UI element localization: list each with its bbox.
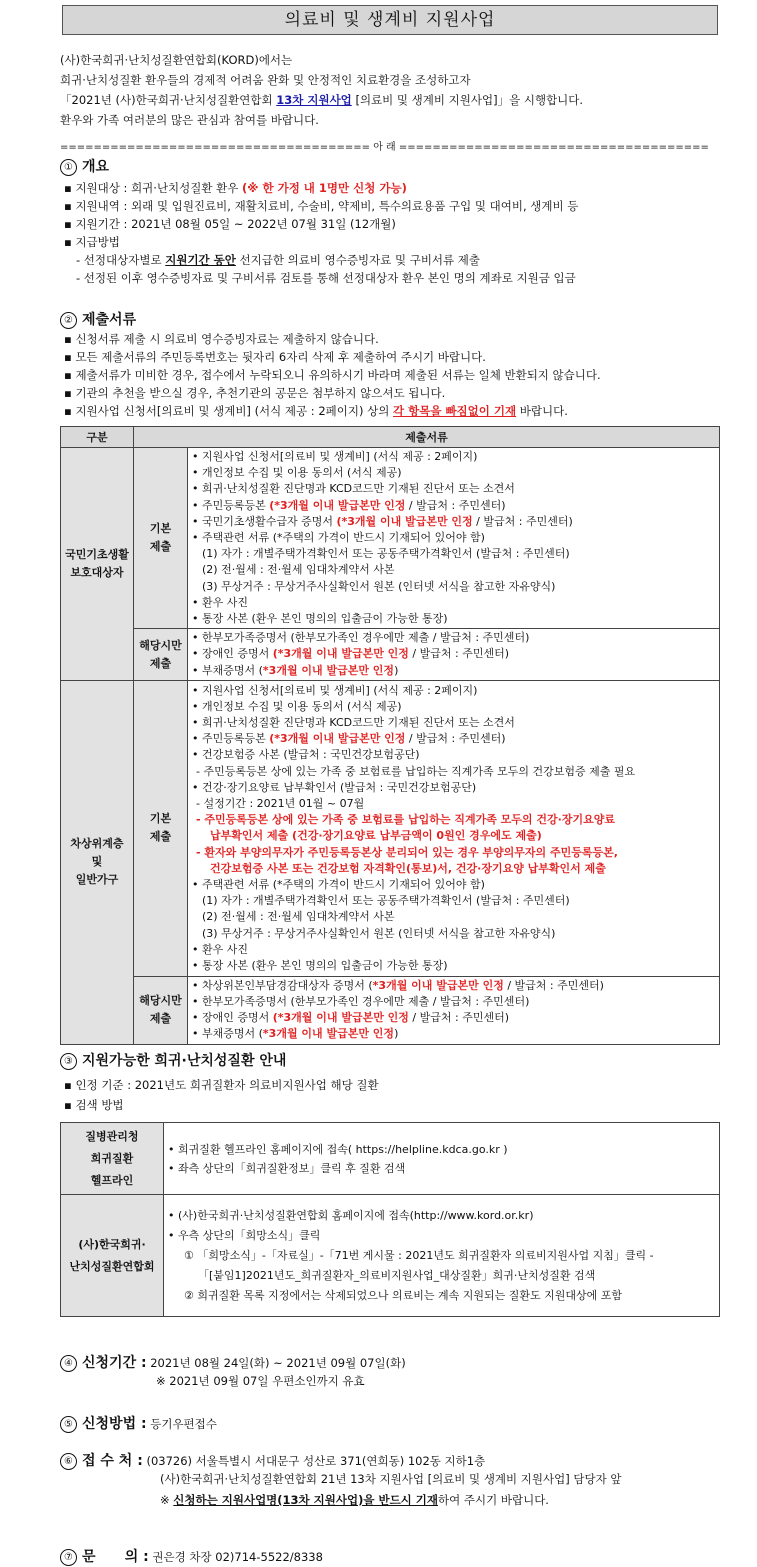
list-item: (2) 전·월세 : 전·월세 임대차계약서 사본: [202, 910, 395, 924]
item-text: / 발급처 : 주민센터): [503, 978, 604, 992]
list-item: [192, 1026, 715, 1042]
s2-b5-start: ▪ 지원사업 신청서[의료비 및 생계비] (서식 제공 : 2페이지) 상의: [64, 404, 393, 418]
list-item: (1) 자가 : 개별주택가격확인서 또는 공동주택가격확인서 (발급처 : 주민센터): [202, 547, 570, 561]
item-text: • 국민기초생활수급자 증명서: [192, 514, 337, 528]
section-2-heading: [60, 309, 136, 329]
conditional-label: 해당시만 제출: [134, 976, 188, 1044]
s1-method-1: [76, 252, 480, 268]
s3-bullet-1: ▪ 인정 기준 : 2021년도 희귀질환자 의료비지원사업 해당 질환: [64, 1078, 379, 1092]
item-text: ): [394, 1027, 399, 1041]
list-item: (2) 전·월세 : 전·월세 임대차계약서 사본: [202, 563, 395, 577]
s1-method-2: - 선정된 이후 영수증빙자료 및 구비서류 검토를 통해 선정대상자 환우 본인 명의 계좌로 지원금 입금: [76, 271, 576, 285]
group-basic-livelihood: 국민기초생활 보호대상자: [61, 448, 134, 681]
list-item: • 통장 사본 (환우 본인 명의의 입출금이 가능한 통장): [192, 612, 448, 626]
kord-label: (사)한국희귀· 난치성질환연합회: [61, 1195, 164, 1317]
section-2-number: ②: [60, 312, 77, 329]
list-item: • 좌측 상단의「희귀질환정보」클릭 후 질환 검색: [168, 1161, 406, 1175]
s1-m1-end: 선지급한 의료비 영수증빙자료 및 구비서류 제출: [235, 253, 481, 267]
section-4-label: 신청기간 :: [82, 1355, 147, 1371]
table-row: [61, 1195, 720, 1317]
item-note: *3개월 이내 발급본만 인정: [262, 1027, 395, 1041]
list-item: • 우측 상단의「희망소식」클릭: [168, 1228, 321, 1242]
list-item: - 환자와 부양의무자가 주민등록등본상 분리되어 있는 경우 부양의무자의 주민등록등본,: [196, 845, 618, 859]
item-note: *3개월 이내 발급본만 인정: [262, 663, 395, 677]
item-note: (*3개월 이내 발급본만 인정: [269, 732, 406, 746]
section-1-number: ①: [60, 159, 77, 176]
list-item: • 지원사업 신청서[의료비 및 생계비] (서식 제공 : 2페이지): [192, 683, 478, 697]
application-method: 등기우편접수: [150, 1417, 217, 1431]
s2-b5-emph: 각 항목을 빠짐없이 기재: [393, 404, 517, 418]
page-title: 의료비 및 생계비 지원사업: [62, 5, 718, 35]
list-item: • 주택관련 서류 (*주택의 가격이 반드시 기재되어 있어야 함): [192, 877, 485, 891]
table-header-row: [61, 427, 720, 448]
s2-b5-end: 바랍니다.: [516, 404, 568, 418]
list-item: 「[붙임1]2021년도_희귀질환자_의료비지원사업_대상질환」희귀·난치성질환 검색: [198, 1268, 596, 1282]
item-text: • 주민등록등본: [192, 732, 270, 746]
recipient: (사)한국희귀·난치성질환연합회 21년 13차 지원사업 [의료비 및 생계비 지원사업] 담당자 앞: [160, 1472, 622, 1486]
s1-target: [64, 180, 407, 196]
section-6: [60, 1450, 485, 1470]
intro-line-3-start: 「2021년 (사)한국희귀·난치성질환연합회: [60, 93, 277, 107]
item-note: (*3개월 이내 발급본만 인정: [272, 1011, 409, 1025]
item-note: (*3개월 이내 발급본만 인정: [269, 498, 406, 512]
note-end: 하여 주시기 바랍니다.: [438, 1493, 549, 1507]
header-category: 구분: [61, 427, 134, 448]
list-item: ② 희귀질환 목록 지정에서는 삭제되었으나 의료비는 계속 지원되는 질환도 지원대상에 포함: [184, 1288, 622, 1302]
list-item: 납부확인서 제출 (건강·장기요양료 납부금액이 0원인 경우에도 제출): [210, 829, 542, 843]
g1-basic-items: [188, 448, 720, 629]
list-item: • 개인정보 수집 및 이용 동의서 (서식 제공): [192, 466, 402, 480]
s2-bullet-3: ▪ 제출서류가 미비한 경우, 접수에서 누락되오니 유의하시기 바라며 제출된 서류는 일체 반환되지 않습니다.: [64, 368, 601, 382]
list-item: • 환우 사진: [192, 942, 248, 956]
helpline-steps: [164, 1123, 720, 1195]
list-item: (3) 무상거주 : 무상거주사실확인서 원본 (인터넷 서식을 참고한 자유양식): [202, 579, 556, 593]
section-1-title: 개요: [82, 159, 110, 175]
section-7-number: ⑦: [60, 1549, 77, 1566]
section-4-number: ④: [60, 1355, 77, 1372]
item-text: / 발급처 : 주민센터): [472, 514, 573, 528]
intro-line-1: (사)한국희귀·난치성질환연합회(KORD)에서는: [60, 53, 293, 67]
item-text: • 차상위본인부담경감대상자 증명서 (: [192, 978, 373, 992]
section-5: [60, 1413, 217, 1433]
s2-bullet-4: ▪ 기관의 추천을 받으실 경우, 추천기관의 공문은 첨부하지 않으셔도 됩니다.: [64, 386, 446, 400]
note-emph: 신청하는 지원사업명(13차 지원사업)을 반드시 기재: [173, 1493, 439, 1507]
table-row: [61, 629, 720, 681]
g1-cond-items: [188, 629, 720, 681]
list-item: • 희귀질환 헬프라인 홈페이지에 접속( https://helpline.kdca.go.kr ): [168, 1142, 508, 1156]
table-row: [61, 448, 720, 629]
list-item: • 건강보험증 사본 (발급처 : 국민건강보험공단): [192, 748, 420, 762]
section-5-label: 신청방법 :: [82, 1416, 147, 1432]
application-period-note: ※ 2021년 09월 07일 우편소인까지 유효: [156, 1374, 365, 1388]
table-row: [61, 680, 720, 976]
s1-m1-emph: 지원기간 동안: [165, 253, 236, 267]
list-item: • 지원사업 신청서[의료비 및 생계비] (서식 제공 : 2페이지): [192, 450, 478, 463]
list-item: (3) 무상거주 : 무상거주사실확인서 원본 (인터넷 서식을 참고한 자유양식): [202, 926, 556, 940]
s2-bullet-5: [64, 403, 568, 419]
section-5-number: ⑤: [60, 1416, 77, 1433]
kord-steps: [164, 1195, 720, 1317]
conditional-label: 해당시만 제출: [134, 629, 188, 681]
list-item: 건강보험증 사본 또는 건강보험 자격확인(통보)서, 건강·장기요양 납부확인서 제출: [210, 861, 606, 875]
contact: 권은경 차장 02)714-5522/8338: [152, 1550, 323, 1564]
list-item: • 통장 사본 (환우 본인 명의의 입출금이 가능한 통장): [192, 958, 448, 972]
intro-line-3-end: [의료비 및 생계비 지원사업]」을 시행합니다.: [351, 93, 584, 107]
address: (03726) 서울특별시 서대문구 성산로 371(연희동) 102동 지하1층: [146, 1454, 486, 1468]
item-text: / 발급처 : 주민센터): [408, 1011, 509, 1025]
submission-note: [160, 1492, 549, 1508]
s1-content: ▪ 지원내역 : 외래 및 입원진료비, 재활치료비, 수술비, 약제비, 특수의료용품 구입 및 대여비, 생계비 등: [64, 199, 579, 213]
list-item: • 개인정보 수집 및 이용 동의서 (서식 제공): [192, 699, 402, 713]
item-text: ): [394, 663, 399, 677]
section-1-heading: [60, 156, 109, 176]
helpline-label: 질병관리청 희귀질환 헬프라인: [61, 1123, 164, 1195]
list-item: ① 「희망소식」-「자료실」-「71번 게시물 : 2021년도 희귀질환자 의료비지원사업 지침」클릭 -: [184, 1248, 654, 1262]
g2-basic-items: [188, 680, 720, 976]
list-item: [192, 978, 715, 994]
section-3-number: ③: [60, 1053, 77, 1070]
list-item: • 희귀·난치성질환 진단명과 KCD코드만 기재된 진단서 또는 소견서: [192, 715, 515, 729]
section-3-heading: [60, 1050, 286, 1070]
section-6-label: 접 수 처 :: [82, 1453, 143, 1469]
basic-label: 기본 제출: [134, 680, 188, 976]
s1-method: ▪ 지급방법: [64, 235, 120, 249]
item-note: (*3개월 이내 발급본만 인정: [272, 647, 409, 661]
list-item: • 한부모가족증명서 (한부모가족인 경우에만 제출 / 발급처 : 주민센터): [192, 995, 530, 1009]
basic-label: 기본 제출: [134, 448, 188, 629]
list-item: • 한부모가족증명서 (한부모가족인 경우에만 제출 / 발급처 : 주민센터): [192, 631, 530, 645]
item-text: / 발급처 : 주민센터): [405, 498, 506, 512]
list-item: - 설정기간 : 2021년 01월 ~ 07월: [196, 796, 365, 810]
section-4: [60, 1352, 406, 1372]
item-text: • 장애인 증명서: [192, 647, 273, 661]
item-text: • 부채증명서 (: [192, 663, 263, 677]
item-text: / 발급처 : 주민센터): [405, 732, 506, 746]
s1-period: ▪ 지원기간 : 2021년 08월 05일 ~ 2022년 07월 31일 (12개월): [64, 217, 396, 231]
group-near-poverty: 차상위계층 및 일반가구: [61, 680, 134, 1044]
list-item: • 환우 사진: [192, 595, 248, 609]
section-7-label: 문 의 :: [82, 1549, 149, 1565]
program-name-highlight: 13차 지원사업: [276, 93, 352, 107]
s2-bullet-2: ▪ 모든 제출서류의 주민등록번호는 뒷자리 6자리 삭제 후 제출하여 주시기 바랍니다.: [64, 350, 486, 364]
list-item: [192, 731, 715, 747]
list-item: (1) 자가 : 개별주택가격확인서 또는 공동주택가격확인서 (발급처 : 주민센터): [202, 894, 570, 908]
s1-m1-start: - 선정대상자별로: [76, 253, 166, 267]
list-item: [192, 1010, 715, 1026]
s3-bullet-2: ▪ 검색 방법: [64, 1098, 124, 1112]
item-note: *3개월 이내 발급본만 인정: [372, 978, 504, 992]
s1-target-note: (※ 한 가정 내 1명만 신청 가능): [242, 181, 407, 195]
table-row: [61, 976, 720, 1044]
list-item: [192, 498, 715, 514]
intro-line-2: 희귀·난치성질환 환우들의 경제적 어려움 완화 및 안정적인 치료환경을 조성하고자: [60, 73, 471, 87]
s1-target-label: ▪ 지원대상 : 희귀·난치성질환 환우: [64, 181, 243, 195]
section-2-title: 제출서류: [82, 312, 137, 328]
table-row: [61, 1123, 720, 1195]
list-item: [192, 663, 715, 679]
list-item: [192, 514, 715, 530]
intro-line-4: 환우와 가족 여러분의 많은 관심과 참여를 바랍니다.: [60, 113, 319, 127]
application-period: 2021년 08월 24일(화) ~ 2021년 09월 07일(화): [150, 1356, 406, 1370]
divider: ===================================== 아 래 =====================================: [60, 142, 709, 153]
item-text: • 장애인 증명서: [192, 1011, 273, 1025]
list-item: [192, 646, 715, 662]
g2-cond-items: [188, 976, 720, 1044]
section-3-title: 지원가능한 희귀·난치성질환 안내: [82, 1053, 287, 1069]
item-note: (*3개월 이내 발급본만 인정: [336, 514, 473, 528]
section-7: [60, 1546, 323, 1566]
s2-bullet-1: ▪ 신청서류 제출 시 의료비 영수증빙자료는 제출하지 않습니다.: [64, 332, 379, 346]
list-item: • 건강·장기요양료 납부확인서 (발급처 : 국민건강보험공단): [192, 780, 477, 794]
item-text: • 주민등록등본: [192, 498, 270, 512]
intro-line-3: [60, 92, 583, 108]
list-item: - 주민등록등본 상에 있는 가족 중 보험료를 납입하는 직계가족 모두의 건강·장기요양료: [196, 813, 615, 827]
note-mark: ※: [160, 1493, 174, 1507]
list-item: - 주민등록등본 상에 있는 가족 중 보험료를 납입하는 직계가족 모두의 건강보험증 제출 필요: [196, 764, 636, 778]
list-item: • (사)한국희귀·난치성질환연합회 홈페이지에 접속(http://www.kord.or.kr): [168, 1208, 534, 1222]
list-item: • 주택관련 서류 (*주택의 가격이 반드시 기재되어 있어야 함): [192, 531, 485, 545]
search-method-table: [60, 1122, 720, 1317]
header-documents: 제출서류: [134, 427, 720, 448]
section-6-number: ⑥: [60, 1453, 77, 1470]
documents-table: [60, 426, 720, 1045]
list-item: • 희귀·난치성질환 진단명과 KCD코드만 기재된 진단서 또는 소견서: [192, 482, 515, 496]
item-text: / 발급처 : 주민센터): [408, 647, 509, 661]
item-text: • 부채증명서 (: [192, 1027, 263, 1041]
